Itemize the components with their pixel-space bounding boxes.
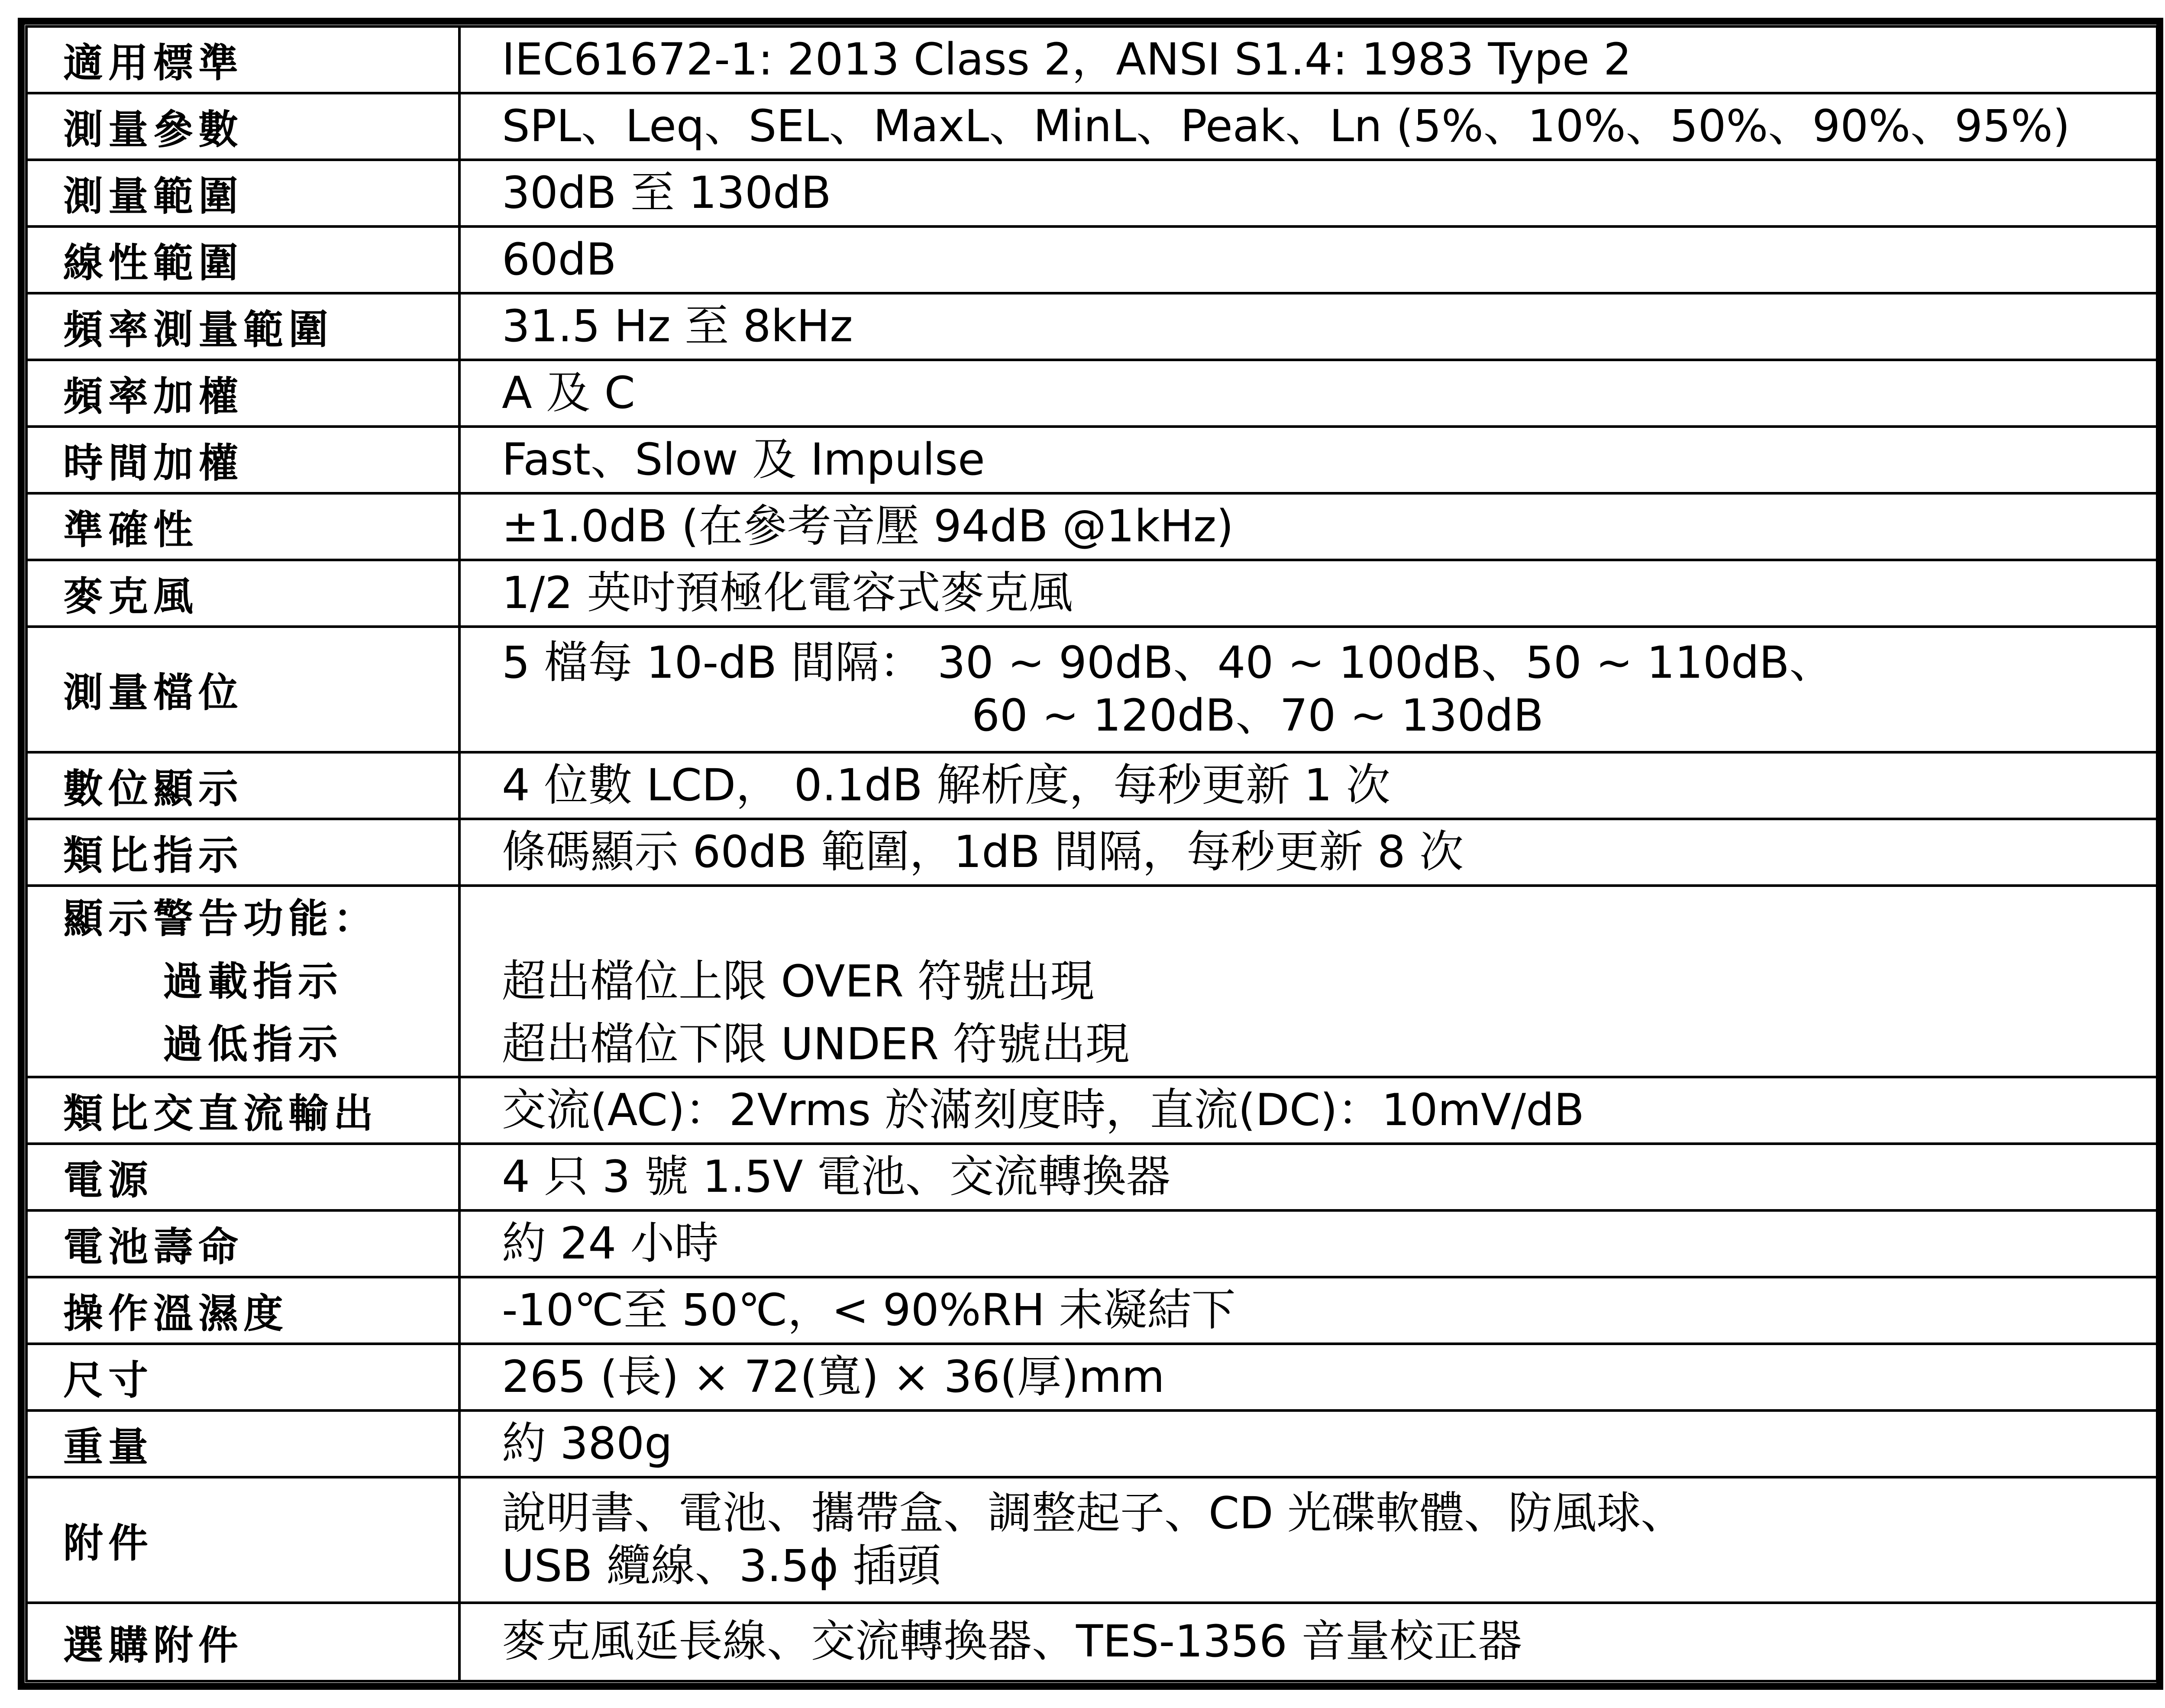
row-label: 測量檔位 [26,627,459,752]
row-value [459,886,2157,1077]
row-label: 時間加權 [26,427,459,493]
table-row [26,1410,2157,1477]
spec-table [25,25,2159,1682]
table-row [26,1077,2157,1144]
row-label: 準確性 [26,493,459,560]
row-value: 265 (長) × 72(寬) × 36(厚)mm [459,1344,2157,1410]
row-value: Fast、Slow 及 Impulse [459,427,2157,493]
row-value: 31.5 Hz 至 8kHz [459,293,2157,360]
table-row [26,1277,2157,1344]
row-value-line: 5 檔每 10-dB 間隔： 30 ~ 90dB、40 ~ 100dB、50 ~ 110dB、 [502,637,1834,689]
row-sub-label: 過低指示 [163,1020,343,1068]
row-label: 選購附件 [26,1603,459,1681]
row-label: 測量範圍 [26,160,459,226]
table-row [26,1210,2157,1277]
row-value: 4 只 3 號 1.5V 電池、交流轉換器 [459,1144,2157,1210]
table-row [26,26,2157,93]
row-label: 麥克風 [26,560,459,627]
row-label: 附件 [26,1477,459,1603]
row-label: 電源 [26,1144,459,1210]
row-value: 4 位數 LCD， 0.1dB 解析度，每秒更新 1 次 [459,752,2157,819]
row-value-line: 說明書、電池、攜帶盒、調整起子、CD 光碟軟體、防風球、 [502,1487,1685,1539]
row-label: 電池壽命 [26,1210,459,1277]
row-label: 重量 [26,1410,459,1477]
row-label-heading: 顯示警告功能： [63,895,379,942]
row-value: 條碼顯示 60dB 範圍，1dB 間隔，每秒更新 8 次 [459,819,2157,886]
row-label: 類比指示 [26,819,459,886]
row-value: 交流(AC)：2Vrms 於滿刻度時，直流(DC)：10mV/dB [459,1077,2157,1144]
table-row [26,1344,2157,1410]
row-label: 頻率測量範圍 [26,293,459,360]
table-row [26,427,2157,493]
table-row [26,560,2157,627]
row-label: 適用標準 [26,26,459,93]
row-sub-value: 超出檔位上限 OVER 符號出現 [502,955,1095,1007]
row-value-line: 60 ~ 120dB、70 ~ 130dB [972,690,1544,741]
row-value: SPL、Leq、SEL、MaxL、MinL、Peak、Ln (5%、10%、50%、90%、95%) [459,93,2157,160]
table-row [26,1477,2157,1603]
table-row [26,1144,2157,1210]
row-value [459,1477,2157,1603]
row-value: 1/2 英吋預極化電容式麥克風 [459,560,2157,627]
row-value: 約 24 小時 [459,1210,2157,1277]
row-value-spacer [502,887,2156,950]
table-row [26,226,2157,293]
row-label: 頻率加權 [26,360,459,427]
table-row [26,360,2157,427]
row-label: 操作溫濕度 [26,1277,459,1344]
row-label: 線性範圍 [26,226,459,293]
row-value: ±1.0dB (在參考音壓 94dB @1kHz) [459,493,2157,560]
table-row [26,93,2157,160]
row-label [26,886,459,1077]
table-row [26,819,2157,886]
row-value: 約 380g [459,1410,2157,1477]
row-value [459,627,2157,752]
row-value: 麥克風延長線、交流轉換器、TES-1356 音量校正器 [459,1603,2157,1681]
row-label: 測量參數 [26,93,459,160]
table-row [26,493,2157,560]
table-row [26,752,2157,819]
row-label: 尺寸 [26,1344,459,1410]
row-sub-label: 過載指示 [163,958,343,1005]
table-row [26,886,2157,1077]
row-value: IEC61672-1: 2013 Class 2，ANSI S1.4: 1983 Type 2 [459,26,2157,93]
row-value: 30dB 至 130dB [459,160,2157,226]
row-sub-value: 超出檔位下限 UNDER 符號出現 [502,1018,1130,1070]
row-value: 60dB [459,226,2157,293]
row-value: A 及 C [459,360,2157,427]
row-value-line: USB 纜線、3.5ϕ 插頭 [502,1540,941,1592]
table-row [26,293,2157,360]
table-row [26,160,2157,226]
row-label: 數位顯示 [26,752,459,819]
table-row [26,627,2157,752]
row-value: -10℃至 50℃，< 90%RH 未凝結下 [459,1277,2157,1344]
table-row [26,1603,2157,1681]
row-label: 類比交直流輸出 [26,1077,459,1144]
